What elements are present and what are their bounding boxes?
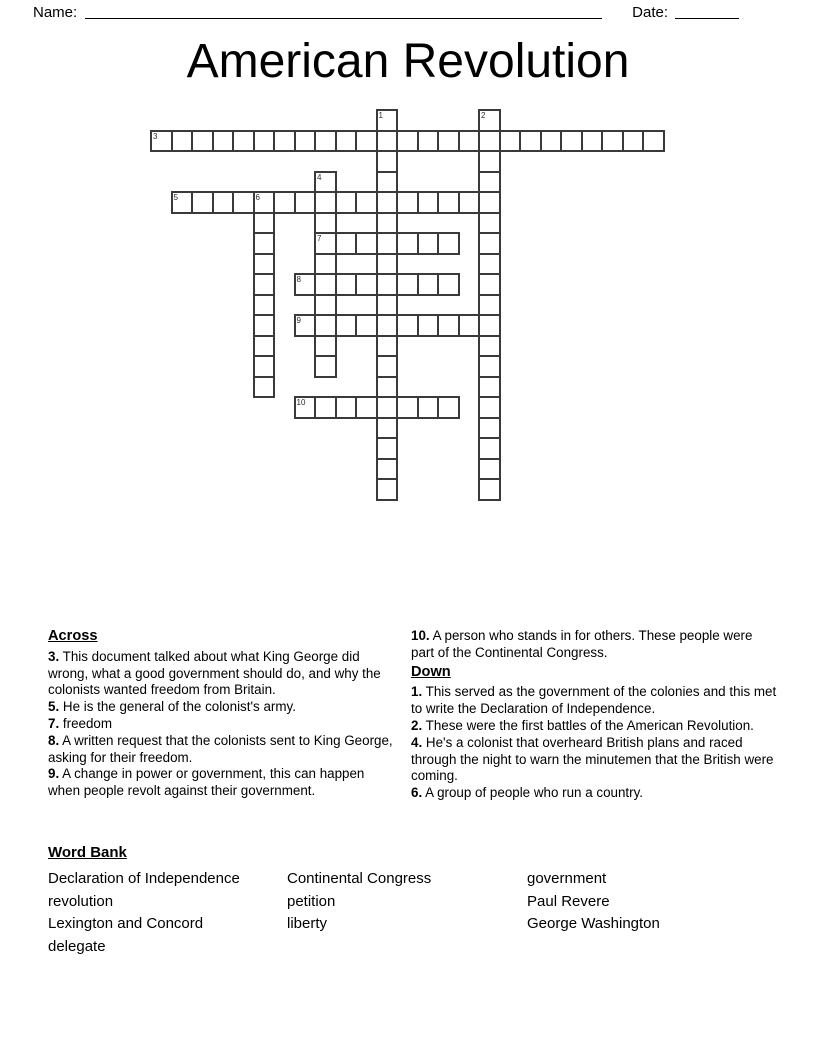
crossword-cell[interactable] <box>355 191 378 214</box>
crossword-cell[interactable] <box>396 396 419 419</box>
crossword-cell[interactable] <box>478 478 501 501</box>
crossword-cell[interactable] <box>437 396 460 419</box>
crossword-cell[interactable] <box>171 191 194 214</box>
down-clues-list <box>411 684 779 802</box>
crossword-cell[interactable] <box>458 191 481 214</box>
crossword-cell[interactable] <box>478 150 501 173</box>
crossword-cell[interactable] <box>273 191 296 214</box>
crossword-cell[interactable] <box>417 273 440 296</box>
clue-number: 4. <box>411 734 423 750</box>
crossword-cell[interactable] <box>335 191 358 214</box>
crossword-cell[interactable] <box>458 130 481 153</box>
crossword-cell[interactable] <box>253 273 276 296</box>
crossword-cell[interactable] <box>478 232 501 255</box>
clue-number-label: 6 <box>255 193 260 202</box>
crossword-cell[interactable] <box>478 417 501 440</box>
crossword-cell[interactable] <box>478 294 501 317</box>
crossword-cell[interactable] <box>314 212 337 235</box>
crossword-cell[interactable] <box>376 171 399 194</box>
crossword-cell[interactable] <box>437 314 460 337</box>
crossword-cell[interactable] <box>376 212 399 235</box>
clue-number-label: 9 <box>296 316 301 325</box>
clue-text: He's a colonist that overheard British plans and raced through the night to warn the minutemen that the British were coming. <box>411 734 774 784</box>
crossword-cell[interactable] <box>253 355 276 378</box>
crossword-cell[interactable] <box>335 396 358 419</box>
crossword-cell[interactable] <box>376 253 399 276</box>
down-clues-column <box>411 628 779 802</box>
name-label: Name: <box>33 4 78 21</box>
crossword-cell[interactable] <box>642 130 665 153</box>
crossword-cell[interactable] <box>478 130 501 153</box>
crossword-cell[interactable] <box>314 273 337 296</box>
crossword-cell[interactable] <box>376 437 399 460</box>
crossword-cell[interactable] <box>314 396 337 419</box>
header-row <box>33 4 739 22</box>
crossword-cell[interactable] <box>581 130 604 153</box>
crossword-cell[interactable] <box>355 273 378 296</box>
crossword-cell[interactable] <box>417 396 440 419</box>
word-bank-word: Declaration of Independence <box>48 870 240 887</box>
crossword-cell[interactable] <box>314 294 337 317</box>
clue-item <box>411 735 779 785</box>
crossword-cell[interactable] <box>478 273 501 296</box>
crossword-cell[interactable] <box>253 253 276 276</box>
crossword-cell[interactable] <box>376 417 399 440</box>
word-bank-word: Continental Congress <box>287 870 432 887</box>
crossword-cell[interactable] <box>478 335 501 358</box>
crossword-cell[interactable] <box>622 130 645 153</box>
crossword-cell[interactable] <box>376 294 399 317</box>
crossword-cell[interactable] <box>253 314 276 337</box>
word-bank-word: revolution <box>48 892 114 910</box>
crossword-cell[interactable] <box>478 458 501 481</box>
crossword-cell[interactable] <box>191 191 214 214</box>
crossword-cell[interactable] <box>376 130 399 153</box>
crossword-cell[interactable] <box>458 314 481 337</box>
clue-number: 5. <box>48 699 60 715</box>
crossword-cell[interactable] <box>294 273 317 296</box>
clue-number: 3. <box>48 648 60 664</box>
word-bank-section <box>48 844 776 959</box>
across-clues-column <box>48 628 395 800</box>
crossword-cell[interactable] <box>376 396 399 419</box>
crossword-cell[interactable] <box>253 130 276 153</box>
name-fill-line[interactable] <box>85 6 602 19</box>
crossword-cell[interactable] <box>314 130 337 153</box>
crossword-cell[interactable] <box>355 314 378 337</box>
clue-item <box>411 628 779 662</box>
clue-number-label: 5 <box>173 193 178 202</box>
crossword-cell[interactable] <box>314 171 337 194</box>
crossword-cell[interactable] <box>376 478 399 501</box>
clue-item <box>48 649 395 699</box>
word-bank-column <box>527 868 776 959</box>
crossword-cell[interactable] <box>560 130 583 153</box>
crossword-cell[interactable] <box>273 130 296 153</box>
crossword-cell[interactable] <box>253 294 276 317</box>
clue-item <box>411 718 779 735</box>
clue-item <box>411 684 779 718</box>
crossword-cell[interactable] <box>294 314 317 337</box>
crossword-cell[interactable] <box>294 396 317 419</box>
crossword-cell[interactable] <box>417 191 440 214</box>
crossword-cell[interactable] <box>478 355 501 378</box>
crossword-cell[interactable] <box>437 273 460 296</box>
word-bank-word: liberty <box>287 915 328 933</box>
crossword-cell[interactable] <box>478 253 501 276</box>
crossword-cell[interactable] <box>314 253 337 276</box>
clue-text: A written request that the colonists sent to King George, asking for their freedom. <box>48 732 393 765</box>
crossword-cell[interactable] <box>355 396 378 419</box>
crossword-cell[interactable] <box>376 109 399 132</box>
across-clues-overflow <box>411 628 779 662</box>
crossword-cell[interactable] <box>376 355 399 378</box>
clue-number-label: 8 <box>296 275 301 284</box>
clue-text: A group of people who run a country. <box>422 785 644 801</box>
crossword-cell[interactable] <box>540 130 563 153</box>
crossword-cell[interactable] <box>294 191 317 214</box>
clue-item <box>48 766 395 800</box>
clue-number: 8. <box>48 732 60 748</box>
crossword-cell[interactable] <box>314 191 337 214</box>
clue-number: 1. <box>411 684 423 700</box>
crossword-cell[interactable] <box>253 191 276 214</box>
crossword-cell[interactable] <box>417 130 440 153</box>
down-header: Down <box>411 663 451 680</box>
crossword-cell[interactable] <box>478 396 501 419</box>
crossword-grid <box>151 110 664 500</box>
clue-number-label: 1 <box>378 111 383 120</box>
clue-text: This served as the government of the colonies and this met to write the Declaration of Independence. <box>411 684 777 717</box>
crossword-cell[interactable] <box>376 314 399 337</box>
word-bank-word: delegate <box>48 938 106 956</box>
crossword-cell[interactable] <box>478 437 501 460</box>
clue-text: This document talked about what King George did wrong, what a good government should do, and why the colonists wanted freedom from Britain. <box>48 648 381 698</box>
crossword-cell[interactable] <box>478 171 501 194</box>
crossword-cell[interactable] <box>396 314 419 337</box>
crossword-cell[interactable] <box>376 335 399 358</box>
crossword-cell[interactable] <box>232 130 255 153</box>
crossword-cell[interactable] <box>335 232 358 255</box>
date-label: Date: <box>632 4 668 21</box>
crossword-cell[interactable] <box>314 335 337 358</box>
crossword-cell[interactable] <box>437 191 460 214</box>
page-title: American Revolution <box>186 35 630 88</box>
across-header: Across <box>48 628 98 644</box>
crossword-cell[interactable] <box>355 232 378 255</box>
crossword-cell[interactable] <box>601 130 624 153</box>
clue-text: These were the first battles of the American Revolution. <box>422 717 754 733</box>
clue-item <box>48 733 395 767</box>
clue-number: 2. <box>411 717 423 733</box>
clue-text: A change in power or government, this can happen when people revolt against their government. <box>48 766 365 799</box>
clue-number-label: 4 <box>317 172 322 182</box>
clue-number-label: 7 <box>317 234 322 243</box>
crossword-cell[interactable] <box>314 355 337 378</box>
crossword-cell[interactable] <box>253 376 276 399</box>
clue-number: 10. <box>411 628 430 643</box>
crossword-cell[interactable] <box>499 130 522 153</box>
clue-text: He is the general of the colonist's army. <box>59 699 296 715</box>
clue-number-label: 10 <box>296 398 306 407</box>
crossword-cell[interactable] <box>314 314 337 337</box>
crossword-cell[interactable] <box>335 273 358 296</box>
crossword-cell[interactable] <box>253 212 276 235</box>
crossword-cell[interactable] <box>396 191 419 214</box>
crossword-cell[interactable] <box>376 376 399 399</box>
word-bank-word: petition <box>287 892 336 910</box>
word-bank-header: Word Bank <box>48 844 127 861</box>
clue-item <box>411 785 779 802</box>
clue-item <box>48 699 395 716</box>
crossword-cell[interactable] <box>437 130 460 153</box>
across-clues-list <box>48 649 395 800</box>
date-fill-line[interactable] <box>675 6 739 19</box>
crossword-cell[interactable] <box>478 191 501 214</box>
crossword-cell[interactable] <box>478 376 501 399</box>
crossword-cell[interactable] <box>478 109 501 132</box>
crossword-cell[interactable] <box>396 273 419 296</box>
word-bank-word: Lexington and Concord <box>48 915 204 933</box>
word-bank-word: government <box>527 870 607 887</box>
clue-number: 9. <box>48 766 60 782</box>
crossword-cell[interactable] <box>232 191 255 214</box>
crossword-cell[interactable] <box>355 130 378 153</box>
crossword-cell[interactable] <box>417 314 440 337</box>
word-bank-column <box>287 868 527 959</box>
clue-number: 6. <box>411 785 423 801</box>
word-bank-word: George Washington <box>527 915 660 933</box>
clue-text: A person who stands in for others. These people were part of the Continental Congress. <box>411 628 753 660</box>
crossword-cell[interactable] <box>253 232 276 255</box>
crossword-cell[interactable] <box>376 273 399 296</box>
crossword-cell[interactable] <box>396 130 419 153</box>
crossword-cell[interactable] <box>396 232 419 255</box>
crossword-cell[interactable] <box>376 191 399 214</box>
crossword-cell[interactable] <box>212 191 235 214</box>
clue-text: freedom <box>59 715 113 731</box>
clue-number-label: 2 <box>481 111 486 120</box>
clue-number-label: 3 <box>153 131 158 141</box>
crossword-cell[interactable] <box>314 232 337 255</box>
crossword-cell[interactable] <box>478 212 501 235</box>
crossword-cell[interactable] <box>519 130 542 153</box>
clue-number: 7. <box>48 715 60 731</box>
crossword-cell[interactable] <box>437 232 460 255</box>
clue-item <box>48 716 395 733</box>
crossword-cell[interactable] <box>150 130 173 153</box>
crossword-cell[interactable] <box>376 150 399 173</box>
crossword-cell[interactable] <box>335 130 358 153</box>
crossword-cell[interactable] <box>294 130 317 153</box>
crossword-cell[interactable] <box>253 335 276 358</box>
crossword-cell[interactable] <box>212 130 235 153</box>
crossword-cell[interactable] <box>417 232 440 255</box>
crossword-cell[interactable] <box>376 232 399 255</box>
crossword-cell[interactable] <box>478 314 501 337</box>
crossword-cell[interactable] <box>191 130 214 153</box>
crossword-cell[interactable] <box>376 458 399 481</box>
word-bank-column <box>48 868 287 959</box>
word-bank-word: Paul Revere <box>527 892 610 910</box>
crossword-cell[interactable] <box>171 130 194 153</box>
crossword-cell[interactable] <box>335 314 358 337</box>
word-bank-columns <box>48 868 776 959</box>
